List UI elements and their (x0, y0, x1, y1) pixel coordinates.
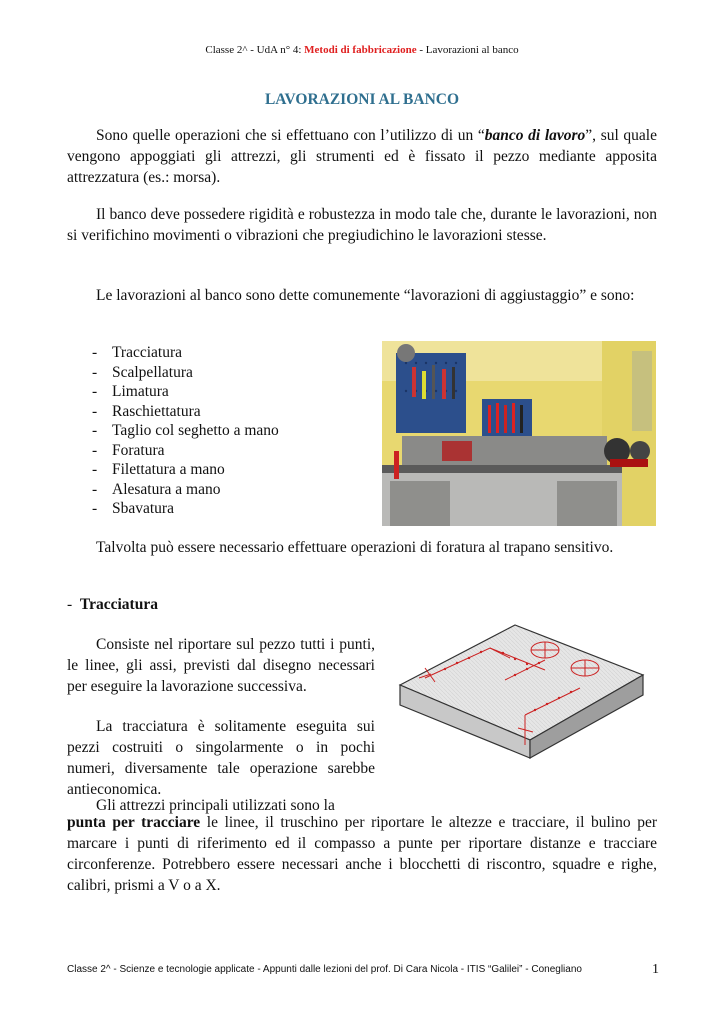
page-title: LAVORAZIONI AL BANCO (264, 91, 460, 108)
page-number: 1 (652, 962, 659, 977)
intro-emphasis: banco di lavoro (484, 127, 586, 144)
list-item: - Taglio col seghetto a mano (92, 422, 279, 439)
header-highlight: Metodi di fabbricazione (304, 44, 417, 56)
tools-text: le linee, il truschino per riportare le altezze e tracciare, il bulino per marcare i punti di riferimento ed il compasso a punte per riportare distanze e tracciare circonferenze. Potrebbero essere necessari anche i blocchetti di riscontro, squadre e righe, calibri, prismi a V o a X. (67, 814, 657, 894)
paragraph-drilling: Talvolta può essere necessario effettuare operazioni di foratura al trapano sensitivo. (96, 539, 614, 556)
paragraph-tools (67, 812, 657, 896)
header-suffix: - Lavorazioni al banco (416, 44, 519, 56)
page-footer (67, 964, 659, 975)
list-item: - Raschiettatura (92, 402, 201, 420)
intro-text-a: Sono quelle operazioni che si effettuano con l’utilizzo di un “ (96, 127, 485, 144)
marking-block-illustration (395, 620, 645, 760)
list-item: - Alesatura a mano (92, 480, 221, 498)
paragraph-tools-start: Gli attrezzi principali utilizzati sono la (96, 797, 335, 814)
intro-text-b: ”, sul quale vengono appoggiati gli attrezzi, gli strumenti ed è fissato il pezzo mediante apposita attrezzatura (es.: morsa). (67, 127, 657, 186)
paragraph-rigidity: Il banco deve possedere rigidità e robustezza in modo tale che, durante le lavorazioni, non si verifichino movimenti o vibrazioni che pregiudichino le lavorazioni stesse. (67, 206, 657, 244)
list-item: - Sbavatura (92, 500, 174, 517)
list-item: - Scalpellatura (92, 363, 193, 381)
section-dash: - (67, 596, 73, 613)
workbench-photo (382, 341, 656, 526)
paragraph-usage: La tracciatura è solitamente eseguita sui pezzi costruiti o singolarmente o in pochi numeri, diversamente tale operazione sarebbe antieconomica. (67, 718, 375, 798)
list-item: - Foratura (92, 441, 165, 459)
section-heading (67, 596, 158, 614)
paragraph-definition: Consiste nel riportare sul pezzo tutti i punti, le linee, gli assi, previsti dal disegno necessari per eseguire la lavorazione successiva. (67, 636, 375, 695)
list-item: - Limatura (92, 383, 169, 400)
tools-bold: punta per tracciare (67, 814, 201, 831)
running-header (0, 44, 724, 56)
operations-list (92, 343, 279, 519)
paragraph-intro (67, 125, 657, 188)
list-item: - Tracciatura (92, 344, 183, 361)
list-item: - Filettatura a mano (92, 461, 225, 478)
paragraph-types: Le lavorazioni al banco sono dette comunemente “lavorazioni di aggiustaggio” e sono: (96, 287, 635, 304)
header-prefix: Classe 2^ - UdA n° 4: (205, 44, 305, 56)
footer-text: Classe 2^ - Scienze e tecnologie applicate - Appunti dalle lezioni del prof. Di Cara Nicola - ITIS “Galilei” - Conegliano (67, 964, 582, 975)
section-title: Tracciatura (79, 596, 158, 613)
